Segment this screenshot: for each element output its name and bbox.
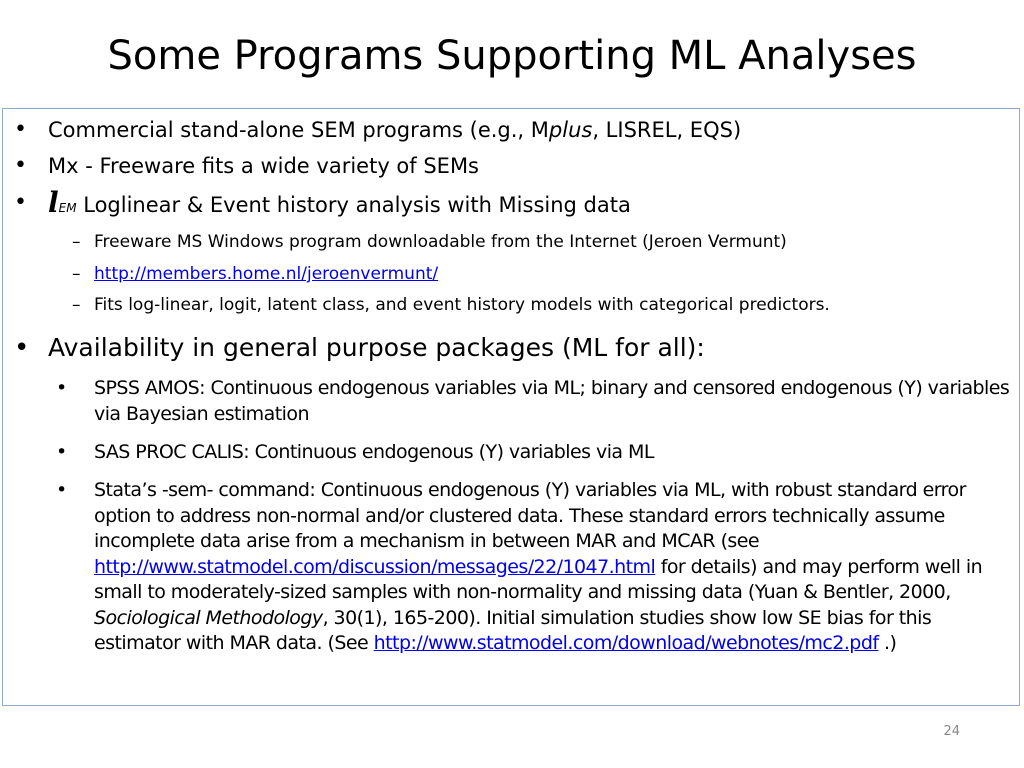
sub-bullet-freeware: – Freeware MS Windows program downloadable from the Internet (Jeroen Vermunt) xyxy=(94,230,787,254)
bullet-lem-text: Loglinear & Event history analysis with Missing data xyxy=(76,193,631,217)
stata-journal: Sociological Methodology xyxy=(94,606,323,629)
stata-text-2: for details) and may perform well in small to moderately-sized samples with non-normality and missing data (Yuan & Bentler, 2000, xyxy=(94,555,983,603)
lem-logo-em: EM xyxy=(58,201,77,215)
bullet-lem xyxy=(48,186,631,222)
stata-text-1: Stata’s -sem- command: Continuous endogenous (Y) variables via ML, with robust standard error option to address non-normal and/or clustered data. These standard errors technically assume incomplete data arise from a mechanism in between MAR and MCAR (see xyxy=(94,479,966,552)
statmodel-webnote-link[interactable]: http://www.statmodel.com/download/webnotes/mc2.pdf xyxy=(373,632,879,654)
slide-title: Some Programs Supporting ML Analyses xyxy=(107,33,917,79)
bullet-commercial-suffix: , LISREL, EQS) xyxy=(592,118,742,142)
sub-bullet-fits: – Fits log-linear, logit, latent class, and event history models with categorical predictors. xyxy=(94,293,830,317)
stata-text-4: .) xyxy=(878,632,897,654)
bullet-commercial-prefix: Commercial stand-alone SEM programs (e.g., M xyxy=(48,118,549,142)
bullet-stata xyxy=(94,478,1019,657)
bullet-commercial xyxy=(48,116,741,144)
statmodel-discussion-link[interactable]: http://www.statmodel.com/discussion/messages/22/1047.html xyxy=(94,555,656,578)
page-number: 24 xyxy=(943,724,960,739)
sub-bullet-link xyxy=(94,262,438,286)
lem-url-link[interactable]: http://members.home.nl/jeroenvermunt/ xyxy=(94,264,439,284)
bullet-commercial-italic: plus xyxy=(548,118,593,142)
bullet-calis: • SAS PROC CALIS: Continuous endogenous (Y) variables via ML xyxy=(94,440,1019,466)
bullet-mx: • Mx - Freeware fits a wide variety of SEMs xyxy=(48,152,479,180)
bullet-availability: • Availability in general purpose packages (ML for all): xyxy=(48,331,705,365)
bullet-amos: • SPSS AMOS: Continuous endogenous variables via ML; binary and censored endogenous (Y) variables via Bayesian estimation xyxy=(94,376,1019,427)
stata-text-3: , 30(1), 165-200). Initial simulation studies show low SE bias for this estimator with MAR data. (See xyxy=(94,606,932,654)
lem-logo-l: l xyxy=(48,186,59,219)
